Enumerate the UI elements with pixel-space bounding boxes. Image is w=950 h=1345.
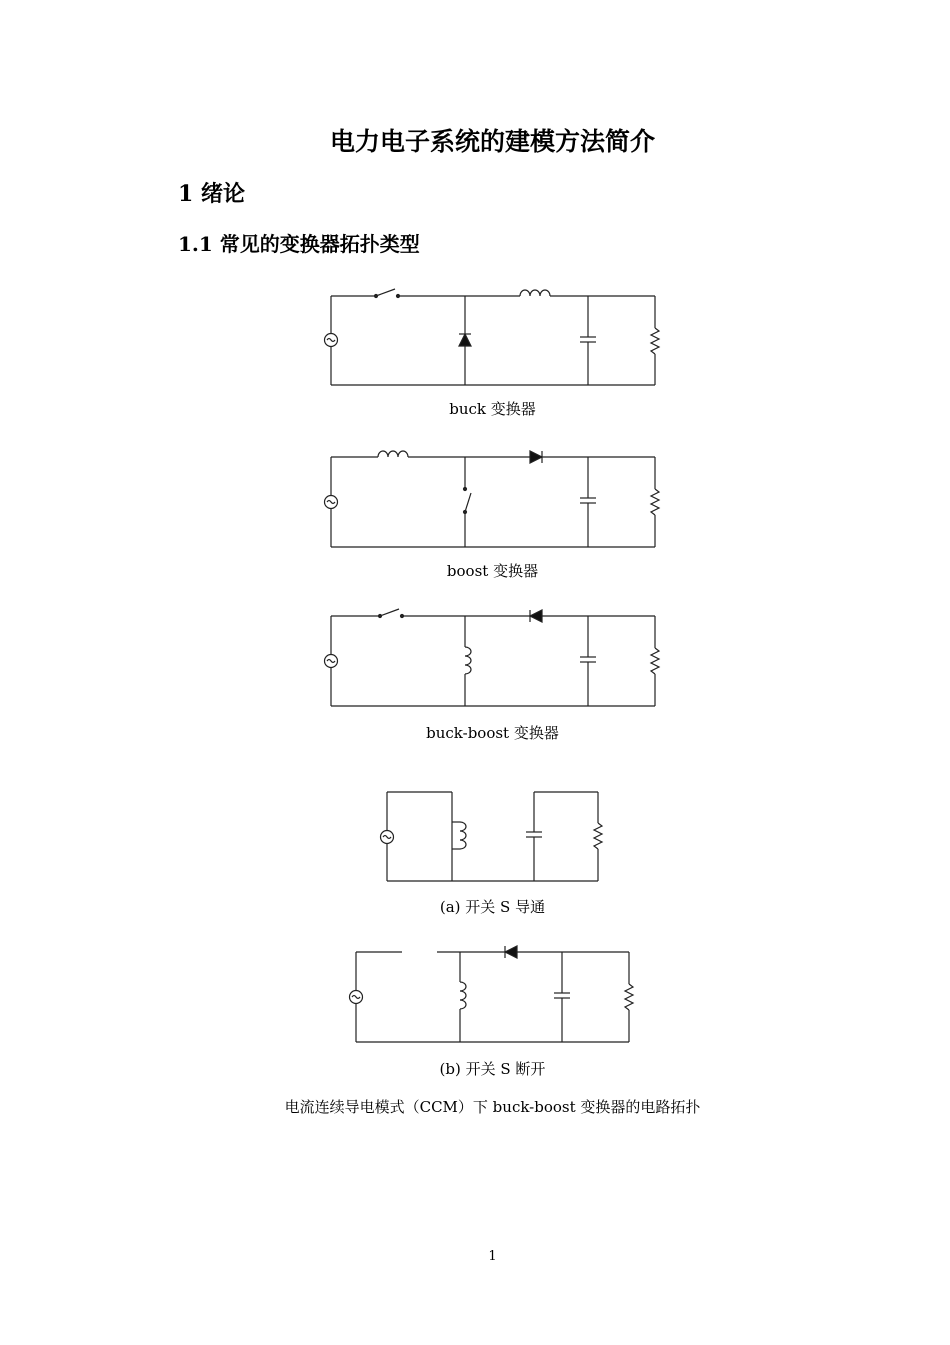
page-number: 1 [488,1249,497,1264]
switch-blade [465,493,471,512]
resistor-symbol [651,648,659,674]
switch-off-circuit-diagram [350,946,634,1042]
buck-boost-circuit-diagram [325,609,660,706]
diode-symbol [530,610,542,622]
boost-circuit-diagram [325,451,660,547]
resistor-symbol [651,489,659,515]
diode-symbol [530,451,542,463]
buck-circuit-diagram [325,289,660,385]
switch-blade [376,289,395,296]
switch-blade [380,609,399,616]
figure-group-caption: 电流连续导电模式（CCM）下 buck-boost 变换器的电路拓扑 [284,1098,701,1116]
section-heading: 1 绪论 [178,181,245,207]
diode-symbol [505,946,517,958]
inductor-symbol [460,822,466,849]
buck-caption: buck 变换器 [449,400,536,418]
inductor-symbol [465,647,471,674]
switch-on-circuit-diagram [381,792,603,881]
resistor-symbol [625,984,633,1010]
buck-boost-caption: buck-boost 变换器 [426,724,559,742]
switch-on-caption: (a) 开关 S 导通 [439,898,546,916]
document-title: 电力电子系统的建模方法简介 [329,127,655,156]
subsection-heading: 1.1 常见的变换器拓扑类型 [178,232,420,256]
resistor-symbol [651,328,659,354]
boost-caption: boost 变换器 [446,562,539,580]
inductor-symbol [378,451,408,457]
resistor-symbol [594,823,602,849]
inductor-symbol [460,982,466,1009]
inductor-symbol [520,290,550,296]
diode-symbol [459,334,471,346]
switch-off-caption: (b) 开关 S 断开 [439,1060,546,1078]
